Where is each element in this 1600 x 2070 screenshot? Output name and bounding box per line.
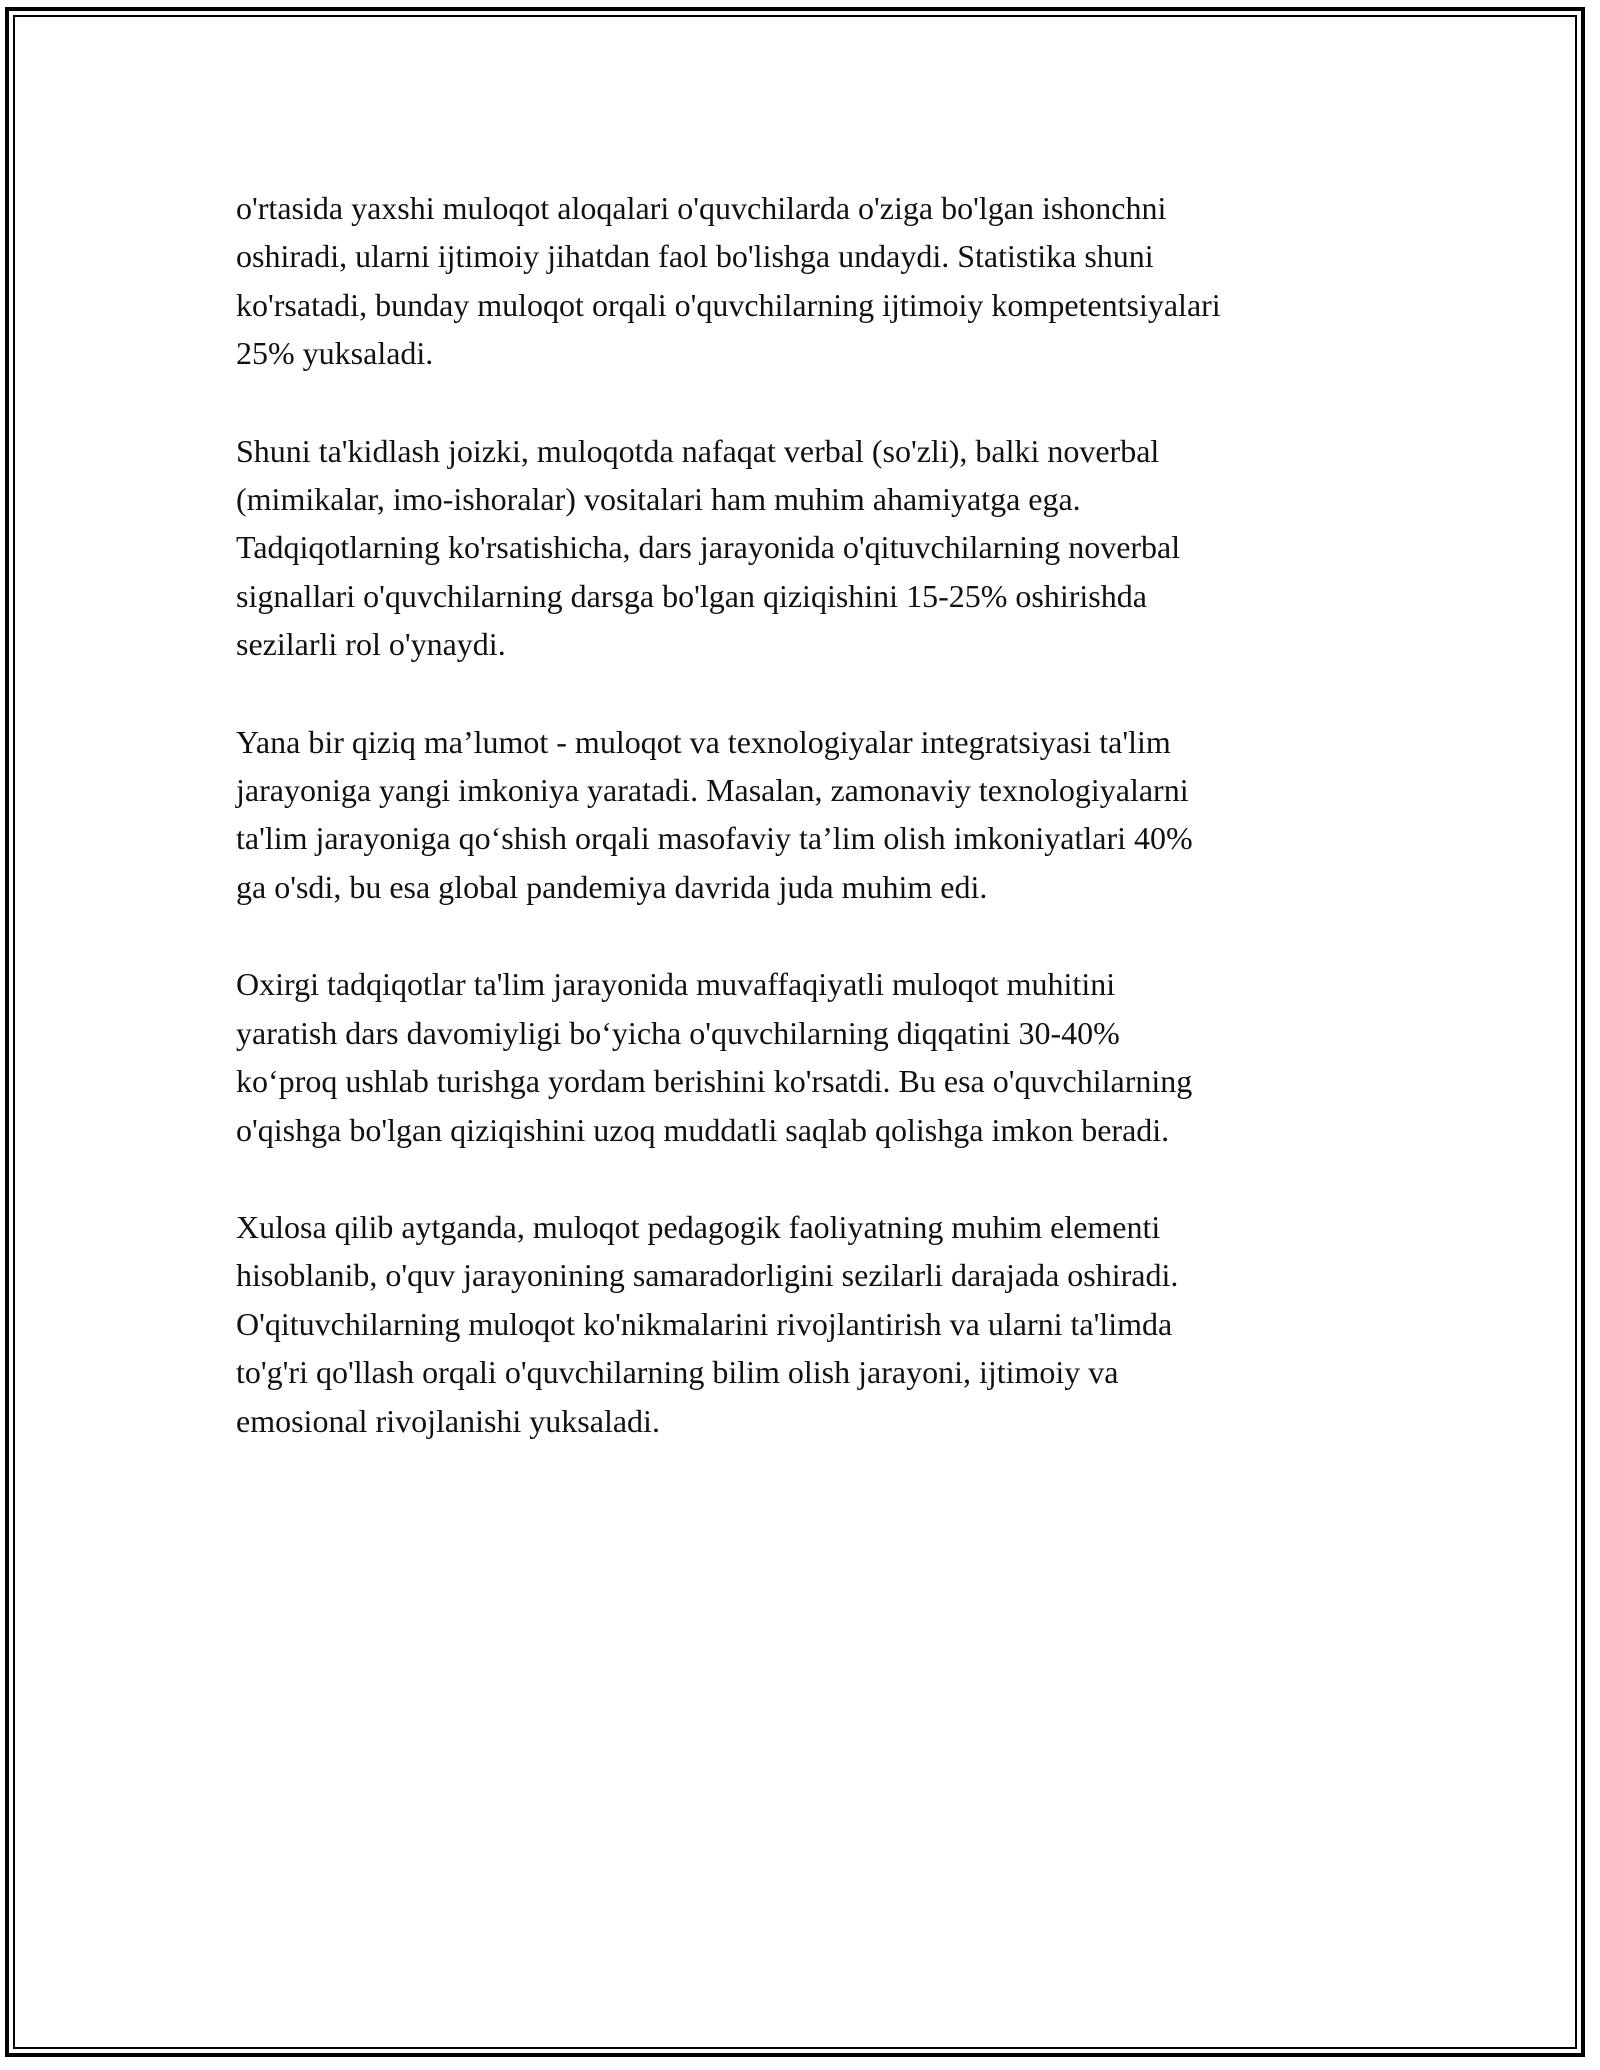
paragraph-4 [236,960,1376,1154]
text-line: sezilarli rol o'ynaydi. [236,626,506,663]
text-line: (mimikalar, imo-ishoralar) vositalari ham muhim ahamiyatga ega. [236,481,1081,518]
text-line: Tadqiqotlarning ko'rsatishicha, dars jarayonida o'qituvchilarning noverbal [236,529,1181,566]
text-line: O'qituvchilarning muloqot ko'nikmalarini rivojlantirish va ularni ta'limda [236,1305,1173,1342]
text-line: signallari o'quvchilarning darsga bo'lgan qiziqishini 15-25% oshirishda [236,577,1147,614]
text-line: o'qishga bo'lgan qiziqishini uzoq muddatli saqlab qolishga imkon beradi. [236,1111,1170,1148]
text-line: oshiradi, ularni ijtimoiy jihatdan faol bo'lishga undaydi. Statistika shuni [236,238,1154,275]
text-line: ko‘proq ushlab turishga yordam berishini ko'rsatdi. Bu esa o'quvchilarning [236,1063,1193,1100]
paragraph-1 [236,184,1376,378]
text-line: Shuni ta'kidlash joizki, muloqotda nafaqat verbal (so'zli), balki noverbal [236,432,1160,469]
text-line: emosional rivojlanishi yuksaladi. [236,1402,660,1439]
paragraph-2 [236,427,1376,669]
text-line: to'g'ri qo'llash orqali o'quvchilarning bilim olish jarayoni, ijtimoiy va [236,1354,1119,1391]
text-line: Xulosa qilib aytganda, muloqot pedagogik faoliyatning muhim elementi [236,1208,1161,1245]
document-body [236,184,1376,1494]
paragraph-3 [236,718,1376,912]
text-line: o'rtasida yaxshi muloqot aloqalari o'quvchilarda o'ziga bo'lgan ishonchni [236,190,1167,226]
text-line: Oxirgi tadqiqotlar ta'lim jarayonida muvaffaqiyatli muloqot muhitini [236,966,1116,1003]
text-line: Yana bir qiziq ma’lumot - muloqot va texnologiyalar integratsiyasi ta'lim [236,723,1171,760]
text-line: ko'rsatadi, bunday muloqot orqali o'quvchilarning ijtimoiy kompetentsiyalari [236,286,1221,323]
text-line: ta'lim jarayoniga qo‘shish orqali masofaviy ta’lim olish imkoniyatlari 40% [236,820,1193,857]
text-line: hisoblanib, o'quv jarayonining samaradorligini sezilarli darajada oshiradi. [236,1257,1179,1294]
text-line: 25% yuksaladi. [236,335,434,372]
text-line: jarayoniga yangi imkoniya yaratadi. Masalan, zamonaviy texnologiyalarni [236,772,1189,809]
text-line: ga o'sdi, bu esa global pandemiya davrida juda muhim edi. [236,868,988,905]
paragraph-5 [236,1203,1376,1445]
text-line: yaratish dars davomiyligi bo‘yicha o'quvchilarning diqqatini 30-40% [236,1014,1120,1051]
